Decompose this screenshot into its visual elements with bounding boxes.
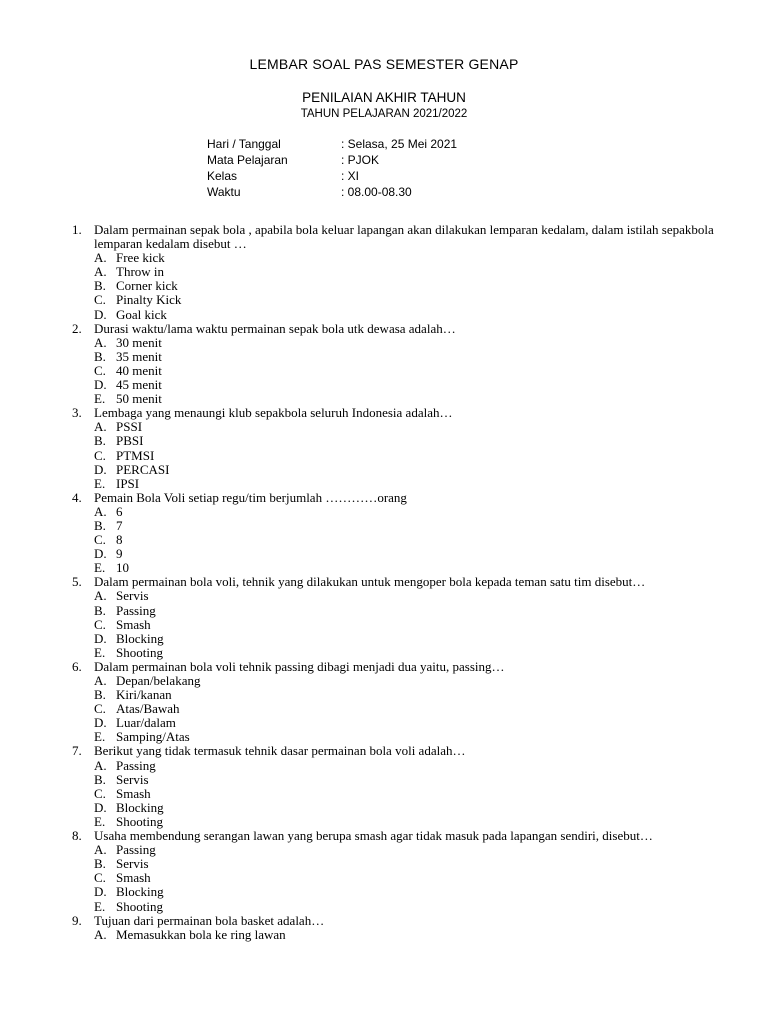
answer-option (94, 843, 722, 857)
option-letter: B. (94, 433, 106, 449)
option-text: Servis (116, 856, 149, 872)
question-item (72, 829, 722, 914)
question-row (72, 744, 722, 758)
option-text: Atas/Bawah (116, 701, 180, 717)
option-letter: A. (94, 673, 107, 688)
option-letter: C. (94, 701, 106, 717)
option-text: 50 menit (116, 391, 162, 407)
option-text: Passing (116, 842, 156, 858)
question-row (72, 406, 722, 420)
question-number: 5. (72, 574, 82, 590)
answer-option (94, 928, 722, 942)
info-row-date (207, 136, 457, 152)
question-number: 9. (72, 912, 82, 928)
option-letter: E. (94, 644, 106, 660)
option-text: 10 (116, 560, 129, 576)
option-letter: A. (94, 842, 107, 858)
option-letter: A. (94, 419, 107, 435)
answer-option (94, 519, 722, 533)
question-row (72, 223, 722, 251)
option-text: PERCASI (116, 461, 170, 477)
info-label: Waktu (207, 185, 241, 199)
option-list (94, 589, 722, 659)
answer-option (94, 688, 722, 702)
option-letter: B. (94, 602, 106, 618)
option-text: Samping/Atas (116, 729, 190, 745)
option-letter: B. (94, 348, 106, 364)
option-text: Depan/belakang (116, 673, 201, 688)
option-text: Blocking (116, 630, 164, 646)
question-text: Pemain Bola Voli setiap regu/tim berjumlah …………orang (94, 489, 407, 505)
question-text: Dalam permainan bola voli tehnik passing dibagi menjadi dua yaitu, passing… (94, 658, 505, 674)
answer-option (94, 871, 722, 885)
option-list (94, 251, 722, 321)
option-letter: E. (94, 560, 106, 576)
option-letter: D. (94, 546, 107, 562)
answer-option (94, 730, 722, 744)
answer-option (94, 463, 722, 477)
option-letter: C. (94, 785, 106, 801)
question-row (72, 575, 722, 589)
option-letter: A. (94, 250, 107, 266)
answer-option (94, 561, 722, 575)
option-letter: B. (94, 856, 106, 872)
answer-option (94, 815, 722, 829)
question-number: 4. (72, 489, 82, 505)
option-letter: E. (94, 898, 106, 914)
answer-option (94, 674, 722, 688)
question-number: 6. (72, 658, 82, 674)
option-text: 45 menit (116, 377, 162, 393)
question-text: Usaha membendung serangan lawan yang berupa smash agar tidak masuk pada lapangan sendiri, disebut… (94, 828, 653, 844)
question-item (72, 575, 722, 660)
answer-option (94, 279, 722, 293)
question-number: 3. (72, 405, 82, 421)
info-label: Kelas (207, 169, 238, 183)
answer-option (94, 646, 722, 660)
option-text: 6 (116, 503, 123, 519)
answer-option (94, 449, 722, 463)
answer-option (94, 589, 722, 603)
document-title: LEMBAR SOAL PAS SEMESTER GENAP (249, 56, 519, 72)
option-list (94, 759, 722, 829)
question-number: 8. (72, 828, 82, 844)
option-letter: D. (94, 461, 107, 477)
question-item (72, 491, 722, 576)
info-row-class (207, 168, 457, 184)
option-letter: D. (94, 715, 107, 731)
option-text: Free kick (116, 250, 165, 266)
option-text: 30 menit (116, 334, 162, 350)
answer-option (94, 773, 722, 787)
option-list (94, 420, 722, 490)
question-text: Berikut yang tidak termasuk tehnik dasar permainan bola voli adalah… (94, 743, 466, 759)
question-text: Lembaga yang menaungi klub sepakbola seluruh Indonesia adalah… (94, 405, 453, 421)
question-row (72, 491, 722, 505)
academic-year: TAHUN PELAJARAN 2021/2022 (300, 108, 468, 120)
option-text: Luar/dalam (116, 715, 176, 731)
question-item (72, 744, 722, 829)
option-letter: E. (94, 729, 106, 745)
answer-option (94, 251, 722, 265)
info-label: Hari / Tanggal (207, 137, 281, 151)
option-letter: C. (94, 532, 106, 548)
option-list (94, 336, 722, 406)
option-letter: B. (94, 517, 106, 533)
option-text: Smash (116, 785, 151, 801)
answer-option (94, 350, 722, 364)
option-text: 35 menit (116, 348, 162, 364)
question-number: 7. (72, 743, 82, 759)
question-number: 2. (72, 320, 82, 336)
option-letter: A. (94, 926, 107, 942)
answer-option (94, 533, 722, 547)
info-value: : XI (341, 169, 360, 183)
option-text: PSSI (116, 419, 143, 435)
question-text: Durasi waktu/lama waktu permainan sepak bola utk dewasa adalah… (94, 320, 456, 336)
question-text: Dalam permainan sepak bola , apabila bola keluar lapangan akan dilakukan lemparan kedalam, dalam istilah sepakbola lemparan kedalam disebut … (94, 222, 714, 252)
question-text: Dalam permainan bola voli, tehnik yang dilakukan untuk mengoper bola kepada teman satu tim disebut… (94, 574, 646, 590)
answer-option (94, 364, 722, 378)
info-value: : Selasa, 25 Mei 2021 (341, 137, 458, 151)
option-letter: C. (94, 447, 106, 463)
answer-option (94, 900, 722, 914)
option-letter: A. (94, 588, 107, 604)
question-row (72, 660, 722, 674)
question-item (72, 406, 722, 491)
question-item (72, 660, 722, 745)
answer-option (94, 787, 722, 801)
option-text: Smash (116, 870, 151, 886)
option-text: Passing (116, 602, 156, 618)
option-letter: C. (94, 292, 106, 308)
option-text: Blocking (116, 799, 164, 815)
option-text: Blocking (116, 884, 164, 900)
answer-option (94, 885, 722, 899)
option-letter: B. (94, 278, 106, 294)
option-letter: B. (94, 687, 106, 703)
question-item (72, 322, 722, 407)
answer-option (94, 632, 722, 646)
option-letter: C. (94, 870, 106, 886)
option-letter: A. (94, 264, 107, 280)
option-text: Servis (116, 771, 149, 787)
answer-option (94, 547, 722, 561)
question-number: 1. (72, 222, 82, 237)
option-text: Goal kick (116, 306, 167, 322)
option-text: IPSI (116, 475, 140, 491)
option-text: 7 (116, 517, 123, 533)
question-row (72, 322, 722, 336)
answer-option (94, 716, 722, 730)
option-text: Shooting (116, 644, 163, 660)
option-text: Throw in (116, 264, 165, 280)
option-letter: D. (94, 377, 107, 393)
option-letter: E. (94, 813, 106, 829)
answer-option (94, 392, 722, 406)
question-row (72, 829, 722, 843)
answer-option (94, 702, 722, 716)
option-list (94, 843, 722, 913)
option-letter: C. (94, 616, 106, 632)
info-row-subject (207, 152, 457, 168)
answer-option (94, 378, 722, 392)
option-list (94, 674, 722, 744)
info-label: Mata Pelajaran (207, 153, 288, 167)
option-letter: A. (94, 503, 107, 519)
option-text: Smash (116, 616, 151, 632)
answer-option (94, 801, 722, 815)
option-text: Memasukkan bola ke ring lawan (116, 926, 286, 942)
option-letter: B. (94, 771, 106, 787)
info-row-time (207, 184, 457, 200)
option-letter: A. (94, 334, 107, 350)
option-text: 9 (116, 546, 123, 562)
option-letter: E. (94, 391, 106, 407)
answer-option (94, 618, 722, 632)
option-letter: C. (94, 362, 106, 378)
option-letter: D. (94, 884, 107, 900)
option-letter: A. (94, 757, 107, 773)
option-list (94, 505, 722, 575)
answer-option (94, 308, 722, 322)
answer-option (94, 604, 722, 618)
option-text: Corner kick (116, 278, 178, 294)
answer-option (94, 434, 722, 448)
info-value: : PJOK (341, 153, 380, 167)
answer-option (94, 265, 722, 279)
option-letter: D. (94, 306, 107, 322)
option-text: Shooting (116, 813, 163, 829)
option-text: Passing (116, 757, 156, 773)
answer-option (94, 336, 722, 350)
option-text: Pinalty Kick (116, 292, 182, 308)
document-subtitle: PENILAIAN AKHIR TAHUN (302, 90, 466, 105)
option-letter: D. (94, 799, 107, 815)
answer-option (94, 759, 722, 773)
option-list (94, 928, 722, 942)
option-text: PTMSI (116, 447, 155, 463)
option-text: PBSI (116, 433, 144, 449)
option-text: Kiri/kanan (116, 687, 172, 703)
answer-option (94, 420, 722, 434)
option-text: Shooting (116, 898, 163, 914)
option-letter: E. (94, 475, 106, 491)
question-item (72, 914, 722, 942)
option-text: Servis (116, 588, 149, 604)
info-value: : 08.00-08.30 (341, 185, 412, 199)
answer-option (94, 477, 722, 491)
option-text: 40 menit (116, 362, 162, 378)
option-text: 8 (116, 532, 123, 548)
answer-option (94, 293, 722, 307)
exam-info-table (207, 136, 457, 200)
answer-option (94, 505, 722, 519)
question-list (72, 223, 722, 942)
question-row (72, 914, 722, 928)
option-letter: D. (94, 630, 107, 646)
answer-option (94, 857, 722, 871)
question-item (72, 223, 722, 322)
question-text: Tujuan dari permainan bola basket adalah… (94, 912, 325, 928)
